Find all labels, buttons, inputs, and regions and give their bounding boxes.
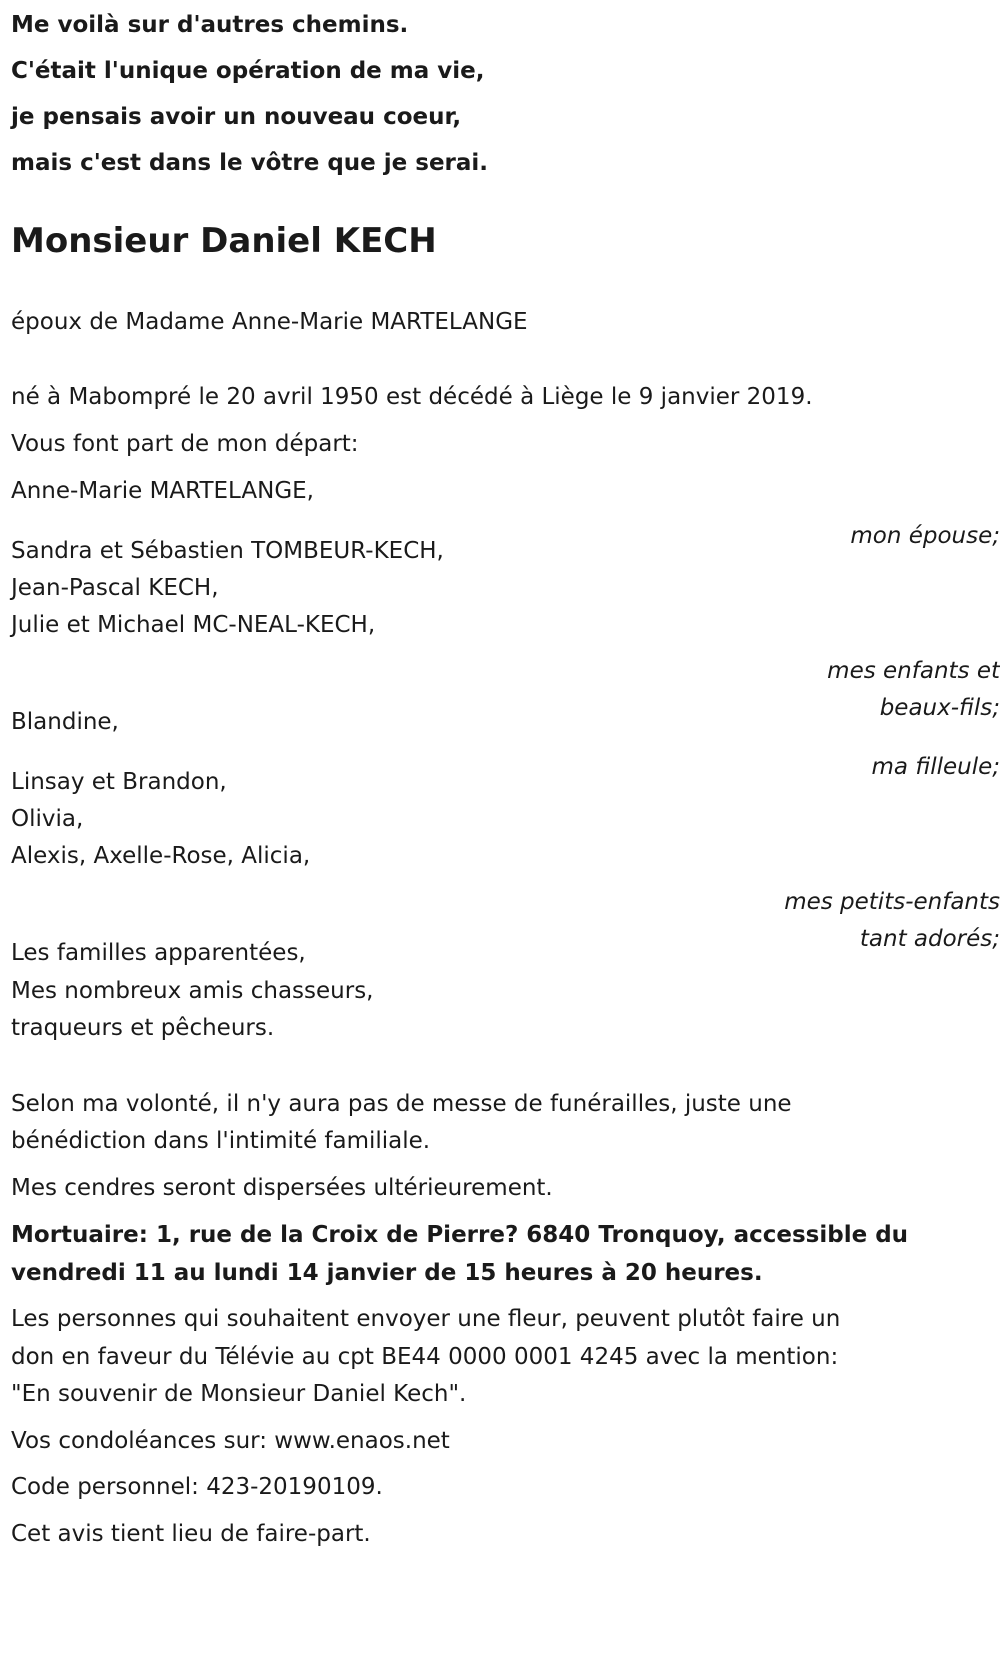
spouse-line: époux de Madame Anne-Marie MARTELANGE	[11, 309, 528, 335]
flowers-line-1: Les personnes qui souhaitent envoyer une fleur, peuvent plutôt faire un	[11, 1306, 841, 1332]
goddaughter-name: Blandine,	[11, 709, 119, 735]
spouse-name: Anne-Marie MARTELANGE,	[11, 478, 314, 504]
flowers-line-3: "En souvenir de Monsieur Daniel Kech".	[11, 1381, 467, 1407]
grandchild-line-2: Olivia,	[11, 806, 84, 832]
poem-line-4: mais c'est dans le vôtre que je serai.	[11, 150, 489, 176]
grandchild-line-1: Linsay et Brandon,	[11, 769, 227, 795]
relation-children-2: beaux-fils;	[879, 695, 1000, 721]
mortuary-line-1: Mortuaire: 1, rue de la Croix de Pierre? 6840 Tronquoy, accessible du	[11, 1222, 909, 1248]
child-line-3: Julie et Michael MC-NEAL-KECH,	[11, 612, 376, 638]
child-line-1: Sandra et Sébastien TOMBEUR-KECH,	[11, 538, 444, 564]
ashes-line: Mes cendres seront dispersées ultérieurement.	[11, 1175, 553, 1201]
deceased-name: Monsieur Daniel KECH	[11, 221, 437, 261]
grandchild-line-3: Alexis, Axelle-Rose, Alicia,	[11, 843, 311, 869]
personal-code-line: Code personnel: 423-20190109.	[11, 1474, 383, 1500]
relation-spouse: mon épouse;	[850, 523, 1000, 549]
ceremony-line-1: Selon ma volonté, il n'y aura pas de messe de funérailles, juste une	[11, 1091, 792, 1117]
closing-line: Cet avis tient lieu de faire-part.	[11, 1521, 371, 1547]
announcement-line: Vous font part de mon départ:	[11, 431, 359, 457]
others-line-1: Les familles apparentées,	[11, 940, 306, 966]
child-line-2: Jean-Pascal KECH,	[11, 575, 219, 601]
poem-line-3: je pensais avoir un nouveau coeur,	[11, 104, 462, 130]
ceremony-line-2: bénédiction dans l'intimité familiale.	[11, 1128, 431, 1154]
birth-death-line: né à Mabompré le 20 avril 1950 est décédé à Liège le 9 janvier 2019.	[11, 384, 813, 410]
condolences-line: Vos condoléances sur: www.enaos.net	[11, 1428, 450, 1454]
relation-grandchildren-2: tant adorés;	[859, 926, 1000, 952]
relation-goddaughter: ma filleule;	[871, 754, 1000, 780]
relation-children-1: mes enfants et	[827, 658, 1000, 684]
mortuary-line-2: vendredi 11 au lundi 14 janvier de 15 heures à 20 heures.	[11, 1260, 763, 1286]
others-line-2: Mes nombreux amis chasseurs,	[11, 978, 374, 1004]
others-line-3: traqueurs et pêcheurs.	[11, 1015, 275, 1041]
flowers-line-2: don en faveur du Télévie au cpt BE44 0000 0001 4245 avec la mention:	[11, 1344, 839, 1370]
relation-grandchildren-1: mes petits-enfants	[784, 889, 1000, 915]
poem-line-1: Me voilà sur d'autres chemins.	[11, 12, 409, 38]
poem-line-2: C'était l'unique opération de ma vie,	[11, 58, 485, 84]
